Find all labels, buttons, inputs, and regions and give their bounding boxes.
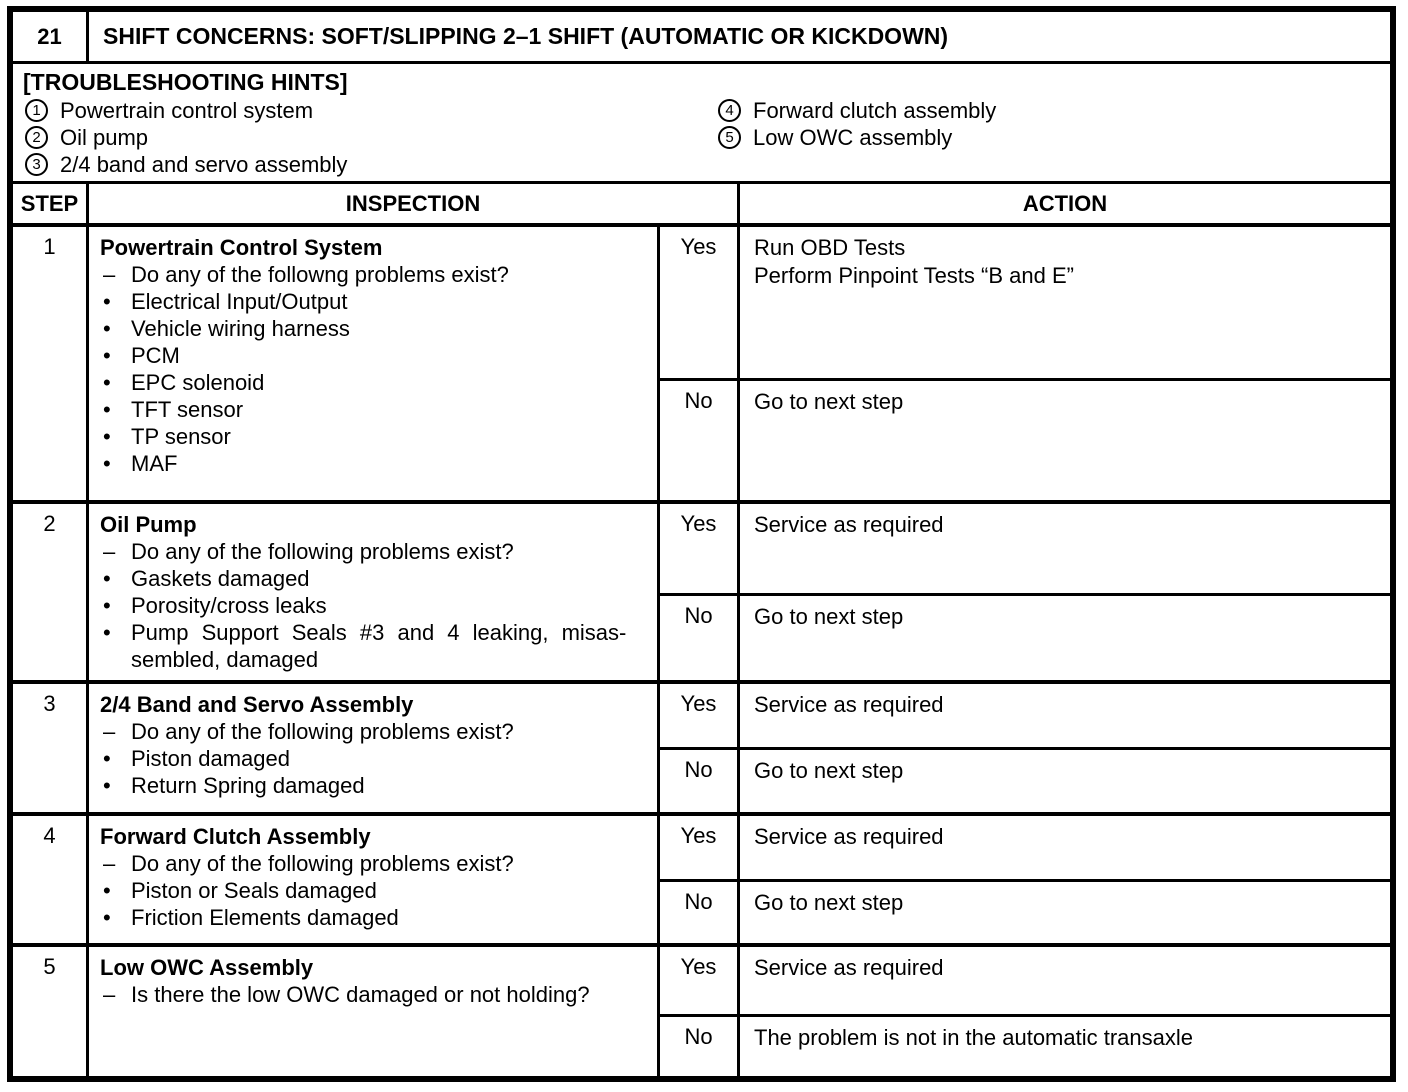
yes-label: Yes xyxy=(660,816,740,879)
step-number: 5 xyxy=(13,947,89,1076)
inspection-title: Low OWC Assembly xyxy=(100,955,314,980)
inspection-bullet: • Piston or Seals damaged xyxy=(100,877,647,904)
inspection-question: – Do any of the following problems exist? xyxy=(100,850,647,877)
action-column xyxy=(660,227,1390,500)
step-row-5 xyxy=(13,947,1390,1076)
yes-action-cell xyxy=(740,227,1390,378)
inspection-cell xyxy=(89,227,660,500)
inspection-bullet: • Vehicle wiring harness xyxy=(100,315,647,342)
step-number: 1 xyxy=(13,227,89,500)
bullet-marker: • xyxy=(103,566,111,591)
yes-label: Yes xyxy=(660,947,740,1014)
section-number: 21 xyxy=(13,12,89,61)
hint-item xyxy=(718,124,996,151)
bullet-marker: • xyxy=(103,620,111,645)
troubleshooting-table xyxy=(7,6,1396,1082)
inspection-question: – Do any of the followng problems exist? xyxy=(100,261,647,288)
bullet-marker: • xyxy=(103,905,111,930)
hints-right-column xyxy=(718,97,996,151)
inspection-bullet: • EPC solenoid xyxy=(100,369,647,396)
yes-action-cell: Service as required xyxy=(754,512,944,537)
hint-number-icon: 1 xyxy=(25,99,48,122)
hint-item xyxy=(25,151,347,178)
hints-header: [TROUBLESHOOTING HINTS] xyxy=(23,69,348,95)
inspection-question: – Do any of the following problems exist? xyxy=(100,538,647,565)
hints-section xyxy=(13,64,1390,184)
inspection-title: Forward Clutch Assembly xyxy=(100,824,371,849)
step-row-1 xyxy=(13,227,1390,504)
bullet-marker: • xyxy=(103,370,111,395)
step-row-3 xyxy=(13,684,1390,816)
hint-item xyxy=(25,97,347,124)
bullet-marker: • xyxy=(103,343,111,368)
inspection-question: – Do any of the following problems exist? xyxy=(100,718,647,745)
inspection-title: Oil Pump xyxy=(100,512,197,537)
no-subrow xyxy=(660,381,1390,500)
hint-label: 2/4 band and servo assembly xyxy=(60,151,348,177)
hint-number-icon: 3 xyxy=(25,153,48,176)
inspection-title: 2/4 Band and Servo Assembly xyxy=(100,692,414,717)
hint-number-icon: 4 xyxy=(718,99,741,122)
hint-number-icon: 2 xyxy=(25,126,48,149)
bullet-marker: • xyxy=(103,316,111,341)
bullet-marker: • xyxy=(103,773,111,798)
hints-left-column xyxy=(25,97,347,178)
yes-subrow xyxy=(660,816,1390,882)
inspection-bullet: • Return Spring damaged xyxy=(100,772,647,799)
inspection-bullet: • TFT sensor xyxy=(100,396,647,423)
no-action-cell: The problem is not in the automatic transaxle xyxy=(754,1025,1194,1050)
bullet-marker: • xyxy=(103,289,111,314)
no-label: No xyxy=(660,596,740,680)
yes-label: Yes xyxy=(660,504,740,593)
bullet-marker: • xyxy=(103,424,111,449)
inspection-cell xyxy=(89,947,660,1076)
inspection-question: – Is there the low OWC damaged or not holding? xyxy=(100,981,647,1008)
inspection-bullet: • Porosity/cross leaks xyxy=(100,592,647,619)
inspection-title: Powertrain Control System xyxy=(100,235,383,260)
inspection-bullet: • Electrical Input/Output xyxy=(100,288,647,315)
yes-subrow xyxy=(660,684,1390,750)
action-line: Perform Pinpoint Tests “B and E” xyxy=(754,263,1074,288)
header-action: ACTION xyxy=(1022,190,1108,216)
bullet-marker: • xyxy=(103,451,111,476)
hint-number-icon: 5 xyxy=(718,126,741,149)
dash-marker: – xyxy=(103,982,116,1007)
no-subrow xyxy=(660,1017,1390,1076)
step-row-2 xyxy=(13,504,1390,684)
bullet-marker: • xyxy=(103,878,111,903)
page-title: SHIFT CONCERNS: SOFT/SLIPPING 2–1 SHIFT (AUTOMATIC OR KICKDOWN) xyxy=(103,23,949,49)
inspection-bullet: • Pump Support Seals #3 and 4 leaking, misas- xyxy=(100,619,647,646)
dash-marker: – xyxy=(103,539,116,564)
no-subrow xyxy=(660,882,1390,943)
yes-action-cell: Service as required xyxy=(754,824,944,849)
yes-action-cell: Service as required xyxy=(754,692,944,717)
step-row-4 xyxy=(13,816,1390,947)
no-label: No xyxy=(660,381,740,500)
no-action-cell: Go to next step xyxy=(754,758,904,783)
yes-action-cell: Service as required xyxy=(754,955,944,980)
action-column xyxy=(660,504,1390,680)
header-inspection: INSPECTION xyxy=(89,184,740,223)
no-action-cell: Go to next step xyxy=(754,604,904,629)
bullet-marker: • xyxy=(103,593,111,618)
yes-subrow xyxy=(660,504,1390,596)
inspection-bullet: • Gaskets damaged xyxy=(100,565,647,592)
no-label: No xyxy=(660,882,740,943)
dash-marker: – xyxy=(103,719,116,744)
title-row xyxy=(13,12,1390,64)
inspection-cell xyxy=(89,684,660,812)
hint-label: Oil pump xyxy=(60,124,149,150)
header-step: STEP xyxy=(13,184,89,223)
no-subrow xyxy=(660,750,1390,812)
step-number: 2 xyxy=(13,504,89,680)
hint-label: Low OWC assembly xyxy=(753,124,953,150)
inspection-cell xyxy=(89,504,660,680)
action-column xyxy=(660,684,1390,812)
inspection-bullet: • PCM xyxy=(100,342,647,369)
action-line: Run OBD Tests xyxy=(754,235,906,260)
action-column xyxy=(660,816,1390,943)
yes-subrow xyxy=(660,227,1390,381)
action-column xyxy=(660,947,1390,1076)
inspection-bullet: • Friction Elements damaged xyxy=(100,904,647,931)
step-number: 4 xyxy=(13,816,89,943)
inspection-cell xyxy=(89,816,660,943)
inspection-bullet-continuation: sembled, damaged xyxy=(131,647,319,672)
no-subrow xyxy=(660,596,1390,680)
yes-label: Yes xyxy=(660,684,740,747)
inspection-bullet: • Piston damaged xyxy=(100,745,647,772)
no-action-cell: Go to next step xyxy=(754,890,904,915)
no-label: No xyxy=(660,750,740,812)
dash-marker: – xyxy=(103,851,116,876)
dash-marker: – xyxy=(103,262,116,287)
yes-subrow xyxy=(660,947,1390,1017)
yes-label: Yes xyxy=(660,227,740,378)
bullet-marker: • xyxy=(103,397,111,422)
hint-item xyxy=(25,124,347,151)
hint-label: Powertrain control system xyxy=(60,97,314,123)
hint-item xyxy=(718,97,996,124)
inspection-bullet: • TP sensor xyxy=(100,423,647,450)
table-header-row xyxy=(13,184,1390,227)
no-action-cell: Go to next step xyxy=(754,389,904,414)
step-number: 3 xyxy=(13,684,89,812)
inspection-bullet: • MAF xyxy=(100,450,647,477)
hint-label: Forward clutch assembly xyxy=(753,97,997,123)
bullet-marker: • xyxy=(103,746,111,771)
no-label: No xyxy=(660,1017,740,1076)
